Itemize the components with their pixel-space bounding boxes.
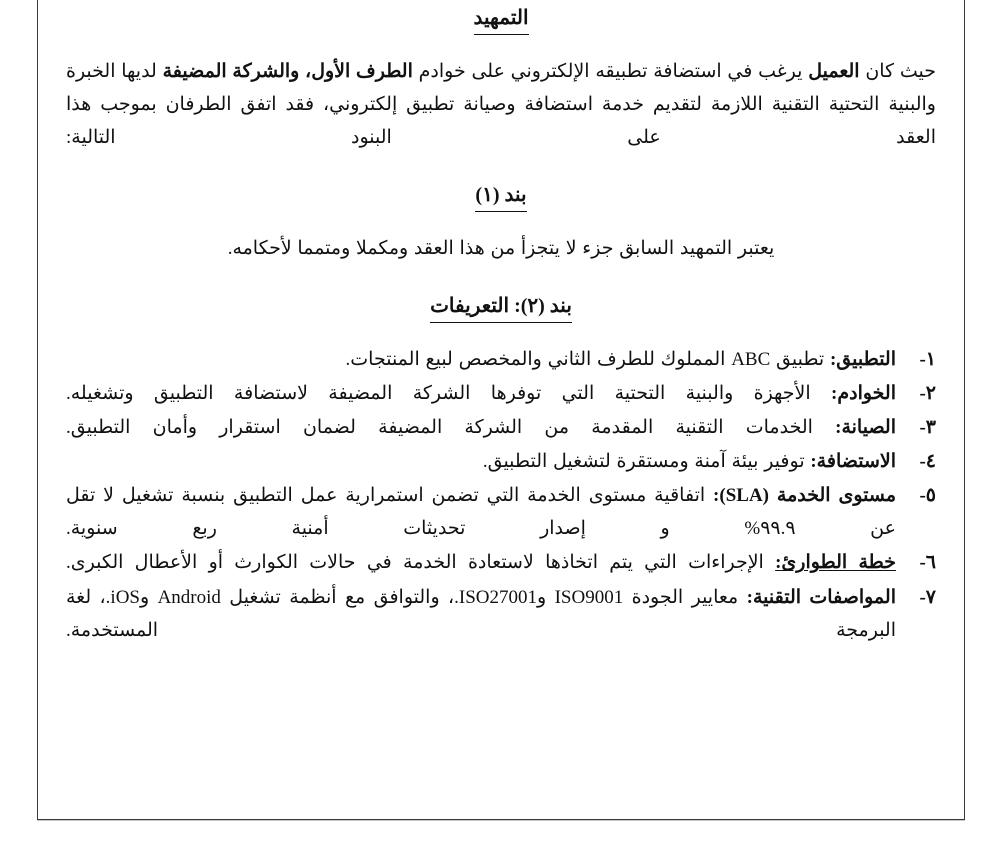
clause-2-heading bbox=[66, 291, 936, 323]
definition-item bbox=[66, 445, 936, 478]
page-content-area bbox=[38, 0, 964, 819]
clause-1-heading bbox=[66, 180, 936, 212]
definition-term: مستوى الخدمة (SLA): bbox=[713, 485, 897, 507]
preamble-text-1: حيث كان bbox=[859, 61, 936, 82]
definition-marker: ١- bbox=[919, 349, 936, 371]
preamble-paragraph bbox=[66, 55, 936, 154]
definition-term: الخوادم: bbox=[831, 383, 896, 405]
definition-item bbox=[66, 479, 936, 545]
definition-body bbox=[66, 377, 896, 410]
spacer-after-preamble-heading bbox=[66, 35, 936, 55]
definition-item bbox=[66, 411, 936, 444]
definition-term: المواصفات التقنية: bbox=[746, 586, 896, 608]
definition-body bbox=[66, 411, 896, 444]
definition-term: التطبيق: bbox=[829, 349, 896, 371]
definition-body bbox=[66, 479, 896, 545]
clause-1-paragraph: يعتبر التمهيد السابق جزء لا يتجزأ من هذا العقد ومكملا ومتمما لأحكامه. bbox=[227, 238, 775, 260]
definition-item bbox=[66, 377, 936, 410]
definition-marker: ٣- bbox=[919, 417, 936, 439]
definition-text: الخدمات التقنية المقدمة من الشركة المضيفة لضمان استقرار وأمان التطبيق. bbox=[66, 417, 836, 439]
definition-marker: ٦- bbox=[919, 552, 936, 574]
definition-marker: ٢- bbox=[919, 383, 936, 405]
definition-item bbox=[66, 343, 936, 376]
definition-body bbox=[66, 546, 896, 579]
definition-item bbox=[66, 581, 936, 647]
preamble-heading bbox=[66, 3, 936, 35]
definition-term: الصيانة: bbox=[835, 417, 896, 439]
clause-2-heading-label: بند (٢): التعريفات bbox=[430, 291, 572, 323]
definitions-list bbox=[66, 343, 936, 646]
definition-text: تطبيق ABC المملوك للطرف الثاني والمخصص لبيع المنتجات. bbox=[345, 349, 830, 371]
preamble-bold-client: العميل bbox=[808, 61, 860, 82]
preamble-heading-label: التمهيد bbox=[474, 3, 529, 35]
preamble-bold-parties: الطرف الأول، والشركة المضيفة bbox=[162, 61, 413, 82]
definition-body bbox=[66, 343, 896, 376]
definition-item bbox=[66, 546, 936, 579]
clause-1-heading-label: بند (١) bbox=[475, 180, 526, 212]
definition-marker: ٧- bbox=[919, 586, 936, 608]
definition-text: توفير بيئة آمنة ومستقرة لتشغيل التطبيق. bbox=[482, 451, 811, 473]
preamble-text-3: لديها الخبرة والبنية التحتية التقنية اللازمة لتقديم خدمة استضافة وصيانة تطبيق إلكتروني، فقد اتفق الطرفان بموجب هذا العقد على البنود التالية: bbox=[65, 61, 936, 149]
spacer-after-clause-2-heading bbox=[66, 323, 936, 343]
definition-body bbox=[66, 581, 896, 647]
definition-marker: ٥- bbox=[919, 485, 936, 507]
definition-marker: ٤- bbox=[919, 451, 936, 473]
definition-text: الإجراءات التي يتم اتخاذها لاستعادة الخدمة في حالات الكوارث أو الأعطال الكبرى. bbox=[66, 552, 776, 574]
definition-term: الاستضافة: bbox=[810, 451, 896, 473]
definition-text: معايير الجودة ISO9001 وISO27001.، والتوافق مع أنظمة تشغيل Android وiOS.، لغة البرمجة المستخدمة. bbox=[66, 586, 896, 641]
definition-body bbox=[66, 445, 896, 478]
preamble-text-2: يرغب في استضافة تطبيقه الإلكتروني على خوادم bbox=[412, 61, 809, 82]
spacer-before-clause-2 bbox=[66, 265, 936, 291]
document-page bbox=[37, 0, 965, 820]
definition-text: الأجهزة والبنية التحتية التي توفرها الشركة المضيفة لاستضافة التطبيق وتشغيله. bbox=[66, 383, 832, 405]
spacer-after-clause-1-heading bbox=[66, 212, 936, 232]
definition-text: اتفاقية مستوى الخدمة التي تضمن استمرارية عمل التطبيق بنسبة تشغيل لا تقل عن ٩٩.٩% و إصدار تحديثات أمنية ربع سنوية. bbox=[66, 485, 896, 540]
spacer-before-clause-1 bbox=[66, 154, 936, 180]
definition-term: خطة الطوارئ: bbox=[775, 552, 897, 574]
